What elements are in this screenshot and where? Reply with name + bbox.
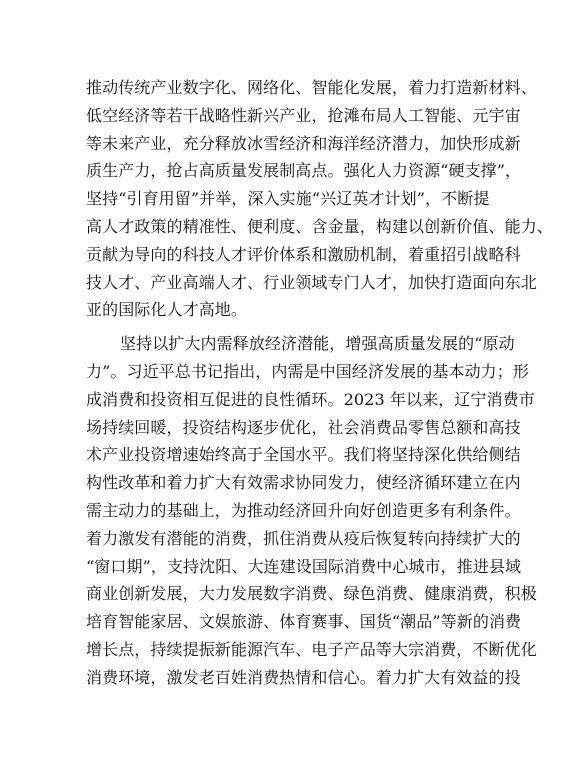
text-line: 构性改革和着力扩大有效需求协同发力，使经济循环建立在内 bbox=[86, 473, 521, 493]
text-line: 需主动力的基础上，为推动经济回升向好创造更多有利条件。 bbox=[86, 500, 521, 520]
text-line: 着力激发有潜能的消费，抓住消费从疫后恢复转向持续扩大的 bbox=[86, 528, 521, 548]
text-line: 贡献为导向的科技人才评价体系和激励机制，着重招引战略科 bbox=[86, 244, 521, 264]
text-line: 商业创新发展，大力发展数字消费、绿色消费、健康消费，积极 bbox=[86, 584, 537, 604]
paragraph-1 bbox=[86, 74, 553, 324]
paragraph-2 bbox=[86, 330, 537, 691]
text-line: 低空经济等若干战略性新兴产业，抢滩布局人工智能、元宇宙 bbox=[86, 105, 521, 125]
text-line: 坚持以扩大内需释放经济潜能，增强高质量发展的“原动 bbox=[120, 334, 515, 354]
text-line: 质生产力，抢占高质量发展制高点。强化人力资源“硬支撑”， bbox=[86, 161, 522, 181]
text-line: 力”。习近平总书记指出，内需是中国经济发展的基本动力；形 bbox=[86, 361, 529, 381]
text-line: 术产业投资增速始终高于全国水平。我们将坚持深化供给侧结 bbox=[86, 445, 521, 465]
text-line: 场持续回暖，投资结构逐步优化，社会消费品零售总额和高技 bbox=[86, 417, 521, 437]
text-line: 高人才政策的精准性、便利度、含金量，构建以创新价值、能力、 bbox=[86, 216, 553, 236]
text-line: “窗口期”，支持沈阳、大连建设国际消费中心城市，推进县域 bbox=[86, 556, 522, 576]
text-line: 技人才、产业高端人才、行业领域专门人才，加快打造面向东北 bbox=[86, 272, 537, 292]
text-line: 推动传统产业数字化、网络化、智能化发展，着力打造新材料、 bbox=[86, 78, 537, 97]
text-line: 亚的国际化人才高地。 bbox=[86, 300, 248, 320]
text-line: 成消费和投资相互促进的良性循环。2023 年以来，辽宁消费市 bbox=[86, 389, 535, 409]
document-page bbox=[86, 74, 553, 692]
text-line: 坚持“引育用留”并举，深入实施“兴辽英才计划”，不断提 bbox=[86, 189, 490, 209]
text-line: 等未来产业，充分释放冰雪经济和海洋经济潜力，加快形成新 bbox=[86, 133, 521, 153]
text-line: 培育智能家居、文娱旅游、体育赛事、国货“潮品”等新的消费 bbox=[86, 612, 522, 632]
text-line: 消费环境，激发老百姓消费热情和信心。着力扩大有效益的投 bbox=[86, 667, 521, 687]
text-line: 增长点，持续提振新能源汽车、电子产品等大宗消费，不断优化 bbox=[86, 639, 537, 659]
